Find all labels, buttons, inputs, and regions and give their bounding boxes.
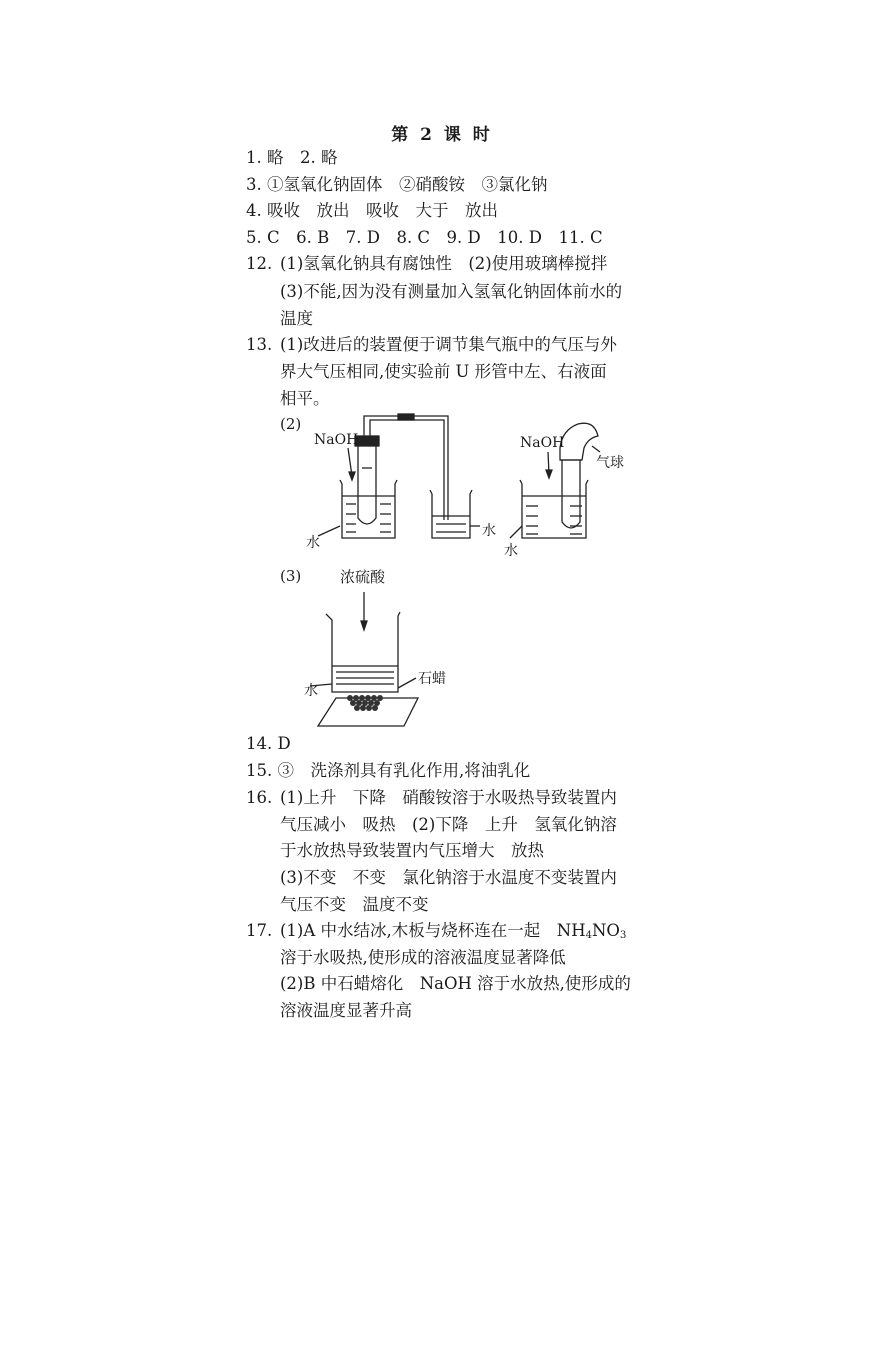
- label-naoh-left: NaOH: [314, 432, 359, 448]
- answer-5-11: 5. C 6. B 7. D 8. C 9. D 10. D 11. C: [246, 228, 603, 247]
- page-title: 第 2 课 时: [391, 125, 493, 145]
- answer-12-line-1: (1)氢氧化钠具有腐蚀性 (2)使用玻璃棒搅拌: [280, 254, 608, 273]
- answer-3: 3. ①氢氧化钠固体 ②硝酸铵 ③氯化钠: [246, 175, 548, 194]
- label-sulfuric-acid: 浓硫酸: [340, 568, 386, 586]
- label-water-right: 水: [504, 543, 518, 559]
- answer-17-line-3: (2)B 中石蜡熔化 NaOH 溶于水放热,使形成的: [280, 974, 631, 993]
- label-naoh-right: NaOH: [520, 435, 565, 451]
- figure-2-apparatus: [300, 408, 640, 558]
- label-water-middle: 水: [482, 523, 496, 539]
- answer-15: 15. ③ 洗涤剂具有乳化作用,将油乳化: [246, 761, 531, 780]
- answer-13-line-3: 相平。: [280, 389, 330, 408]
- answer-13-line-1: (1)改进后的装置便于调节集气瓶中的气压与外: [280, 335, 617, 354]
- label-water-left: 水: [306, 535, 320, 551]
- answer-4: 4. 吸收 放出 吸收 大于 放出: [246, 201, 498, 220]
- answer-13-line-2: 界大气压相同,使实验前 U 形管中左、右液面: [280, 362, 607, 381]
- answer-16-line-2: 气压减小 吸热 (2)下降 上升 氢氧化钠溶: [280, 815, 617, 834]
- answer-13-part-3-label: (3): [280, 567, 302, 585]
- subscript-3: 3: [619, 930, 627, 941]
- label-water-fig3: 水: [304, 683, 318, 699]
- answer-1-2: 1. 略 2. 略: [246, 148, 338, 167]
- subscript-4: 4: [585, 930, 592, 941]
- answer-16-line-4: (3)不变 不变 氯化钠溶于水温度不变装置内: [280, 868, 617, 887]
- answer-16-line-1: (1)上升 下降 硝酸铵溶于水吸热导致装置内: [280, 788, 617, 807]
- answer-13-number: 13.: [246, 335, 273, 354]
- answer-17-line-4: 溶液温度显著升高: [280, 1001, 412, 1020]
- label-paraffin: 石蜡: [418, 671, 446, 687]
- answer-16-line-3: 于水放热导致装置内气压增大 放热: [280, 841, 544, 860]
- answer-12-line-3: 温度: [280, 309, 313, 328]
- answer-17-number: 17.: [246, 921, 273, 940]
- answer-17-line-2: 溶于水吸热,使形成的溶液温度显著降低: [280, 948, 566, 967]
- answer-14: 14. D: [246, 734, 291, 753]
- answer-17-line-1-no: NO: [591, 921, 620, 940]
- label-balloon: 气球: [596, 455, 624, 471]
- answer-12-line-2: (3)不能,因为没有测量加入氢氧化钠固体前水的: [280, 282, 623, 301]
- answer-16-number: 16.: [246, 788, 273, 807]
- answer-13-part-2-label: (2): [280, 415, 302, 433]
- answer-16-line-5: 气压不变 温度不变: [280, 895, 429, 914]
- answer-17-line-1-text: (1)A 中水结冰,木板与烧杯连在一起 NH: [280, 921, 586, 940]
- answer-12-number: 12.: [246, 254, 273, 273]
- figure-3-apparatus: [300, 588, 450, 728]
- answer-17-line-1: [280, 921, 626, 946]
